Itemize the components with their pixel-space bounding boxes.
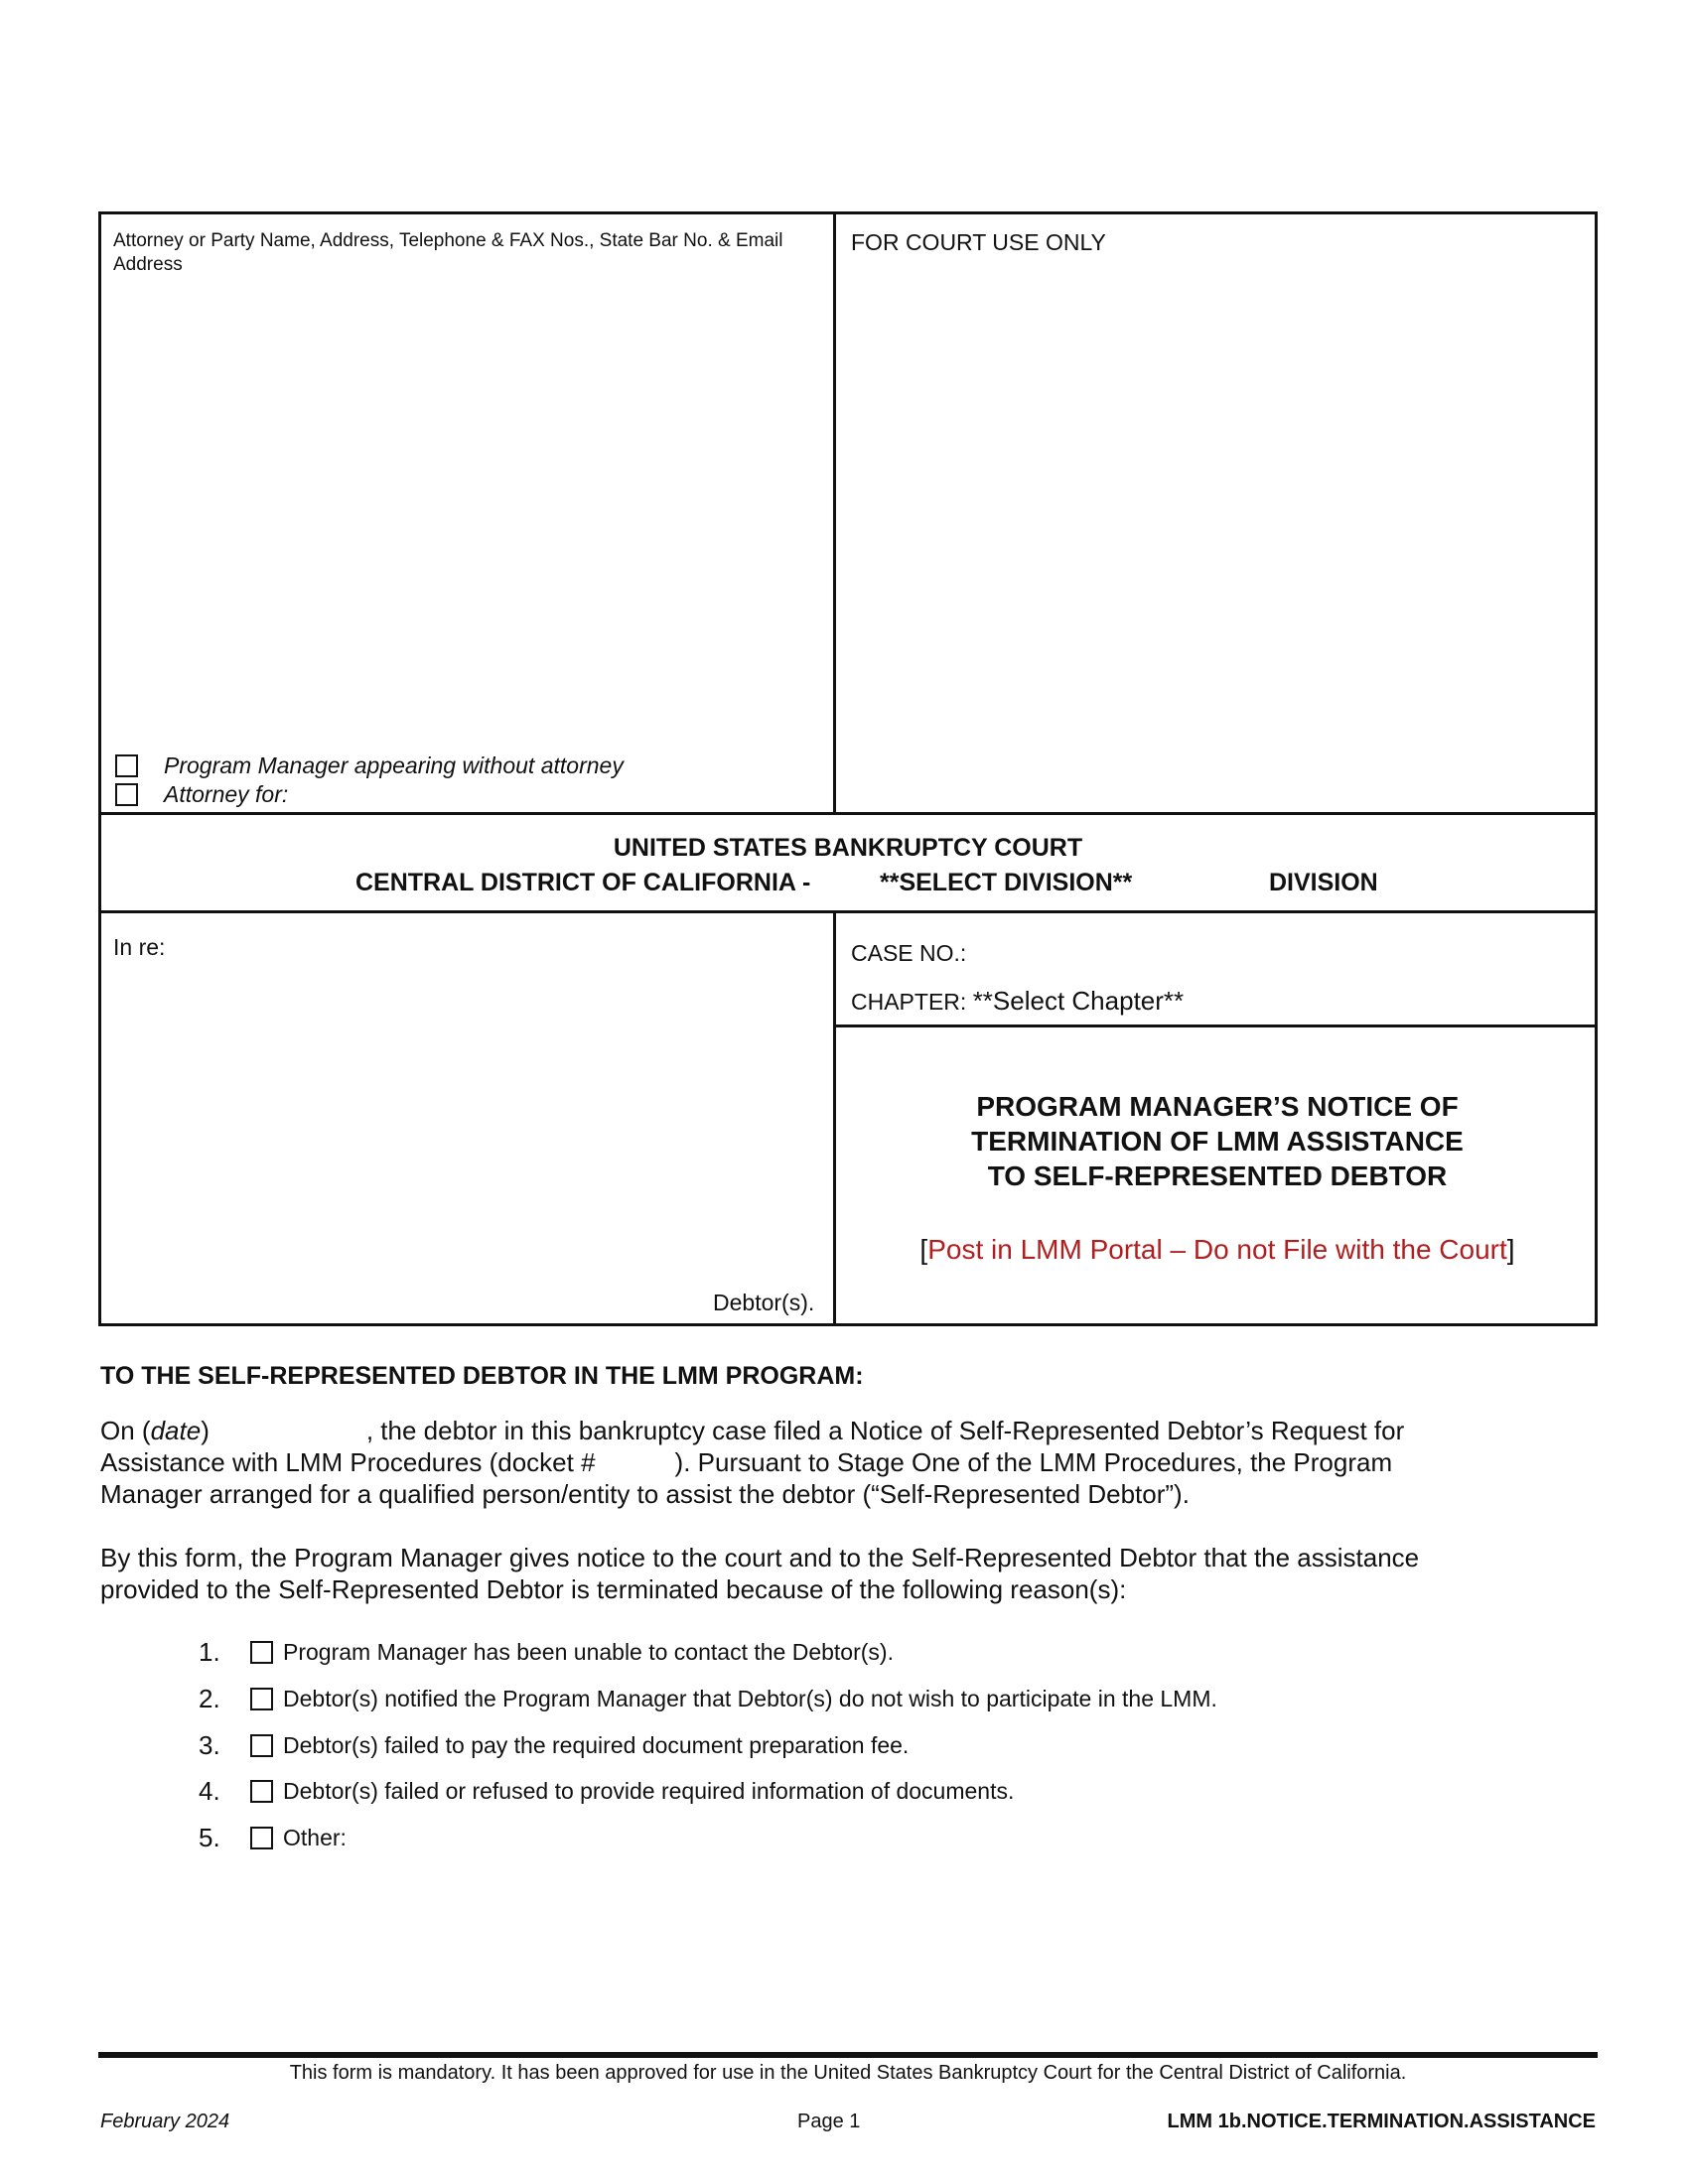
reason-text: Other: [283,1825,347,1850]
attorney-for-option[interactable] [115,780,288,808]
footer-form-code: LMM 1b.NOTICE.TERMINATION.ASSISTANCE [1167,2111,1596,2132]
chapter-select[interactable]: **Select Chapter** [972,986,1185,1016]
reason-text: Program Manager has been unable to contact the Debtor(s). [283,1639,894,1665]
chapter-label: CHAPTER: [851,989,967,1015]
form-title [837,1089,1598,1193]
footer-note: This form is mandatory. It has been approved for use in the United States Bankruptcy Court for the Central District of California. [289,2062,1407,2084]
case-number-label: CASE NO.: [851,940,967,966]
p1-close: ) [201,1416,210,1445]
reason-checkbox[interactable] [250,1780,273,1803]
reason-text: Debtor(s) failed or refused to provide required information of documents. [283,1778,1015,1804]
p1-line2b: ). Pursuant to Stage One of the LMM Procedures, the Program [674,1447,1393,1477]
portal-instruction [837,1233,1598,1267]
portal-text: Post in LMM Portal – Do not File with the Court [927,1234,1507,1265]
portal-bracket-close: ] [1506,1234,1515,1265]
p1-date-label: date [150,1416,202,1445]
paragraph-1-line-1 [100,1415,1600,1446]
debtors-label: Debtor(s). [713,1290,815,1315]
attorney-info-label: Attorney or Party Name, Address, Telephone & FAX Nos., State Bar No. & Email Address [113,230,783,275]
p1-on: On ( [100,1416,151,1445]
reason-3[interactable] [199,1729,909,1761]
caption-rule-3 [833,1024,1598,1027]
notice-heading: TO THE SELF-REPRESENTED DEBTOR IN THE LMM PROGRAM: [100,1362,864,1390]
attorney-for-label: Attorney for: [164,781,289,807]
reason-5[interactable] [199,1822,347,1853]
form-title-line-1: PROGRAM MANAGER’S NOTICE OF [976,1091,1459,1122]
reason-text: Debtor(s) notified the Program Manager that Debtor(s) do not wish to participate in the LMM. [283,1686,1217,1711]
footer-date: February 2024 [100,2111,230,2132]
reason-checkbox[interactable] [250,1688,273,1710]
in-re-label: In re: [113,934,166,960]
form-title-line-2: TERMINATION OF LMM ASSISTANCE [971,1126,1464,1157]
footer-page-number: Page 1 [797,2111,861,2132]
reason-text: Debtor(s) failed to pay the required document preparation fee. [283,1732,910,1758]
reason-1[interactable] [199,1636,894,1668]
caption-divider-bottom [833,910,836,1326]
court-name: UNITED STATES BANKRUPTCY COURT [613,834,1083,862]
court-district: CENTRAL DISTRICT OF CALIFORNIA - [355,869,811,896]
reason-checkbox[interactable] [250,1641,273,1664]
p1-line2a: Assistance with LMM Procedures (docket # [100,1447,596,1477]
reason-checkbox[interactable] [250,1827,273,1849]
footer-rule [98,2052,1598,2058]
p1-rest: , the debtor in this bankruptcy case filed a Notice of Self-Represented Debtor’s Request for [365,1416,1405,1445]
reason-checkbox[interactable] [250,1734,273,1757]
paragraph-1-line-3: Manager arranged for a qualified person/entity to assist the debtor (“Self-Represented Debtor”). [100,1479,1190,1509]
paragraph-1-line-2 [100,1446,1600,1478]
reason-number: 5. [199,1823,220,1852]
reason-number: 4. [199,1776,220,1806]
division-select[interactable]: **SELECT DIVISION** [880,869,1133,896]
reason-4[interactable] [199,1775,1014,1807]
reason-number: 2. [199,1684,220,1713]
caption-rule-1 [98,812,1598,815]
court-use-label: FOR COURT USE ONLY [851,229,1106,255]
chapter-row [851,987,1184,1016]
division-word: DIVISION [1269,869,1378,896]
program-manager-option[interactable] [115,751,624,779]
form-title-line-3: TO SELF-REPRESENTED DEBTOR [987,1160,1448,1191]
paragraph-2-line-2: provided to the Self-Represented Debtor is terminated because of the following reason(s): [100,1574,1127,1604]
paragraph-2-line-1: By this form, the Program Manager gives notice to the court and to the Self-Represented Debtor that the assistance [100,1543,1420,1572]
portal-bracket-open: [ [919,1234,928,1265]
attorney-for-checkbox[interactable] [115,783,138,806]
reason-number: 3. [199,1730,220,1760]
caption-rule-2 [98,910,1598,913]
program-manager-label: Program Manager appearing without attorney [164,752,624,778]
reason-2[interactable] [199,1683,1217,1714]
reason-number: 1. [199,1637,220,1667]
program-manager-checkbox[interactable] [115,754,138,777]
caption-divider-top [833,211,836,815]
